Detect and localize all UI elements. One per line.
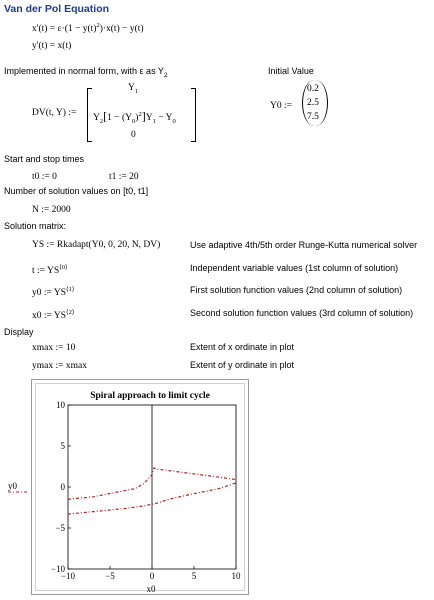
display-desc-ymax: Extent of y ordinate in plot	[190, 360, 295, 370]
y-tick-label: −10	[50, 564, 65, 574]
y-tick-label: 10	[56, 400, 65, 410]
dv-lhs: DV(t, Y) :=	[32, 108, 77, 118]
dv-row3: 0	[131, 130, 136, 140]
y-tick-label: −5	[55, 523, 65, 533]
n-def: N := 2000	[32, 205, 71, 215]
t0-def: t0 := 0	[32, 172, 57, 182]
dv-row2-minus-y0: − Y	[158, 113, 173, 123]
solution-y0-sup: ⟨1⟩	[66, 286, 75, 293]
chart-title: Spiral approach to limit cycle	[90, 391, 210, 401]
page-title: Van der Pol Equation	[4, 3, 110, 15]
y0-value-2: 2.5	[307, 98, 319, 108]
display-ymax: ymax := xmax	[32, 361, 87, 371]
initial-value-heading: Initial Value	[268, 66, 314, 76]
solution-row-ys: YS := Rkadapt(Y0, 0, 20, N, DV)	[32, 240, 161, 250]
equation-x-exp: 2	[96, 22, 100, 29]
x-tick-label: −10	[60, 571, 76, 581]
y-tick-label: 5	[60, 441, 65, 451]
solution-desc-t: Independent variable values (1st column of solution)	[190, 263, 399, 273]
x-tick-label: −5	[105, 571, 115, 581]
dv-row2-exp: 2	[138, 110, 142, 118]
solution-y0-lhs: y0 := YS	[32, 288, 67, 299]
dv-row1-sub: 1	[134, 87, 139, 95]
y0-value-1: 0.2	[307, 84, 319, 94]
x-tick-label: 0	[149, 571, 155, 581]
solution-desc-ys: Use adaptive 4th/5th order Runge-Kutta numerical solver	[190, 240, 418, 250]
solution-x0-sup: ⟨2⟩	[66, 309, 75, 316]
y-axis-label: y0	[8, 481, 17, 491]
t1-def: t1 := 20	[109, 172, 139, 182]
dv-row2-y2: Y	[93, 113, 100, 123]
dv-row2-y0-sub: 0	[132, 117, 136, 125]
solution-t-sup: ⟨0⟩	[59, 264, 68, 271]
x-tick-label: 5	[191, 571, 197, 581]
solution-t-lhs: t := YS	[32, 266, 60, 277]
equation-x-lhs: x'(t) = ε·(1 − y(t)	[32, 24, 97, 35]
dv-row2-inner: 1 − (Y	[107, 113, 133, 123]
normal-form-label: Implemented in normal form, with ε as Y	[4, 66, 164, 76]
dv-row2-close: )	[135, 113, 139, 123]
x-axis-label: x0	[146, 584, 156, 594]
display-heading: Display	[4, 327, 34, 337]
plot-axes	[8, 405, 236, 569]
y-tick-label: 0	[60, 482, 65, 492]
equation-y-prime: y'(t) = x(t)	[32, 41, 72, 51]
dv-row1-var: Y	[128, 83, 135, 93]
x-tick-label: 10	[231, 571, 241, 581]
dv-row2: $Y_2[1 - (Y_0)^2]Y_1 - Y_0$	[93, 109, 176, 125]
solution-heading: Solution matrix:	[4, 221, 67, 231]
normal-form-sub: 2	[163, 71, 168, 79]
solution-desc-y0: First solution function values (2nd column of solution)	[190, 285, 403, 295]
times-heading: Start and stop times	[4, 154, 85, 164]
solution-x0-lhs: x0 := YS	[32, 311, 67, 322]
dv-row2-y1-sub: 1	[152, 117, 156, 125]
dv-row2-y2-sub: 2	[99, 117, 104, 125]
solution-desc-x0: Second solution function values (3rd column of solution)	[190, 308, 414, 318]
y0-value-3: 7.5	[307, 112, 319, 122]
display-xmax: xmax := 10	[32, 343, 76, 353]
display-desc-xmax: Extent of x ordinate in plot	[190, 342, 295, 352]
num-values-heading: Number of solution values on [t0, t1]	[4, 186, 149, 196]
dv-row2-minus-y0-sub: 0	[172, 117, 176, 125]
y0-lhs: Y0 :=	[270, 101, 292, 111]
equation-x-rhs: )·x(t) − y(t)	[99, 24, 144, 35]
dv-row2-y1: Y	[145, 113, 153, 123]
